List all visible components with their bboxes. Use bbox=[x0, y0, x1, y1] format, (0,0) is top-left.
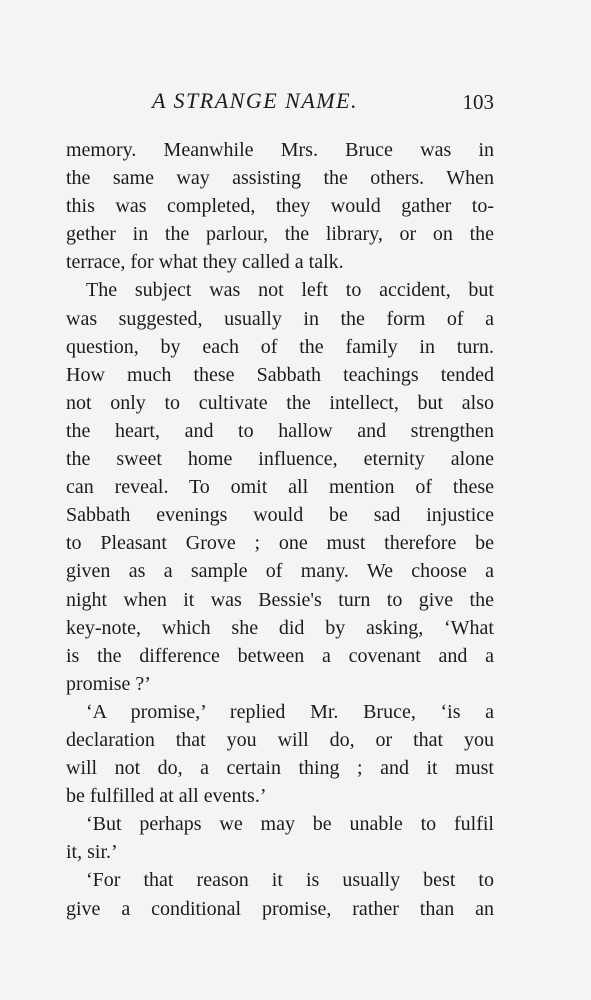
text-line: promise ?’ bbox=[66, 672, 151, 695]
text-line: terrace, for what they called a talk. bbox=[66, 251, 344, 274]
text-line: give a conditional promise, rather than an bbox=[66, 897, 494, 920]
text-line: ‘But perhaps we may be unable to fulfil bbox=[86, 813, 494, 836]
text-line: question, by each of the family in turn. bbox=[66, 335, 494, 358]
text-line: can reveal. To omit all mention of these bbox=[66, 476, 494, 499]
running-head bbox=[66, 88, 494, 118]
text-line: Sabbath evenings would be sad injustice bbox=[66, 504, 494, 527]
text-line: the sweet home influence, eternity alone bbox=[66, 448, 494, 471]
text-line: The subject was not left to accident, but bbox=[86, 279, 494, 302]
text-line: it, sir.’ bbox=[66, 841, 118, 864]
text-line: be fulfilled at all events.’ bbox=[66, 785, 267, 808]
text-line: will not do, a certain thing ; and it must bbox=[66, 757, 494, 780]
running-title: A STRANGE NAME. bbox=[152, 88, 359, 113]
body-text bbox=[66, 136, 494, 923]
text-line: the heart, and to hallow and strengthen bbox=[66, 419, 494, 442]
text-line: this was completed, they would gather to- bbox=[66, 195, 494, 218]
text-line: night when it was Bessie's turn to give the bbox=[66, 588, 494, 611]
text-line: How much these Sabbath teachings tended bbox=[66, 363, 494, 386]
text-line: ‘For that reason it is usually best to bbox=[86, 869, 494, 892]
text-line: memory. Meanwhile Mrs. Bruce was in bbox=[66, 139, 494, 161]
text-line: ‘A promise,’ replied Mr. Bruce, ‘is a bbox=[86, 700, 494, 723]
text-line: key-note, which she did by asking, ‘What bbox=[66, 616, 494, 639]
text-line: not only to cultivate the intellect, but also bbox=[66, 391, 494, 414]
page-number: 103 bbox=[462, 90, 494, 114]
text-line: was suggested, usually in the form of a bbox=[66, 307, 494, 330]
text-line: gether in the parlour, the library, or on the bbox=[66, 223, 494, 246]
text-line: is the difference between a covenant and a bbox=[66, 644, 494, 667]
text-line: to Pleasant Grove ; one must therefore be bbox=[66, 532, 494, 555]
text-line: declaration that you will do, or that you bbox=[66, 728, 494, 751]
text-line: given as a sample of many. We choose a bbox=[66, 560, 494, 583]
text-line: the same way assisting the others. When bbox=[66, 167, 494, 190]
